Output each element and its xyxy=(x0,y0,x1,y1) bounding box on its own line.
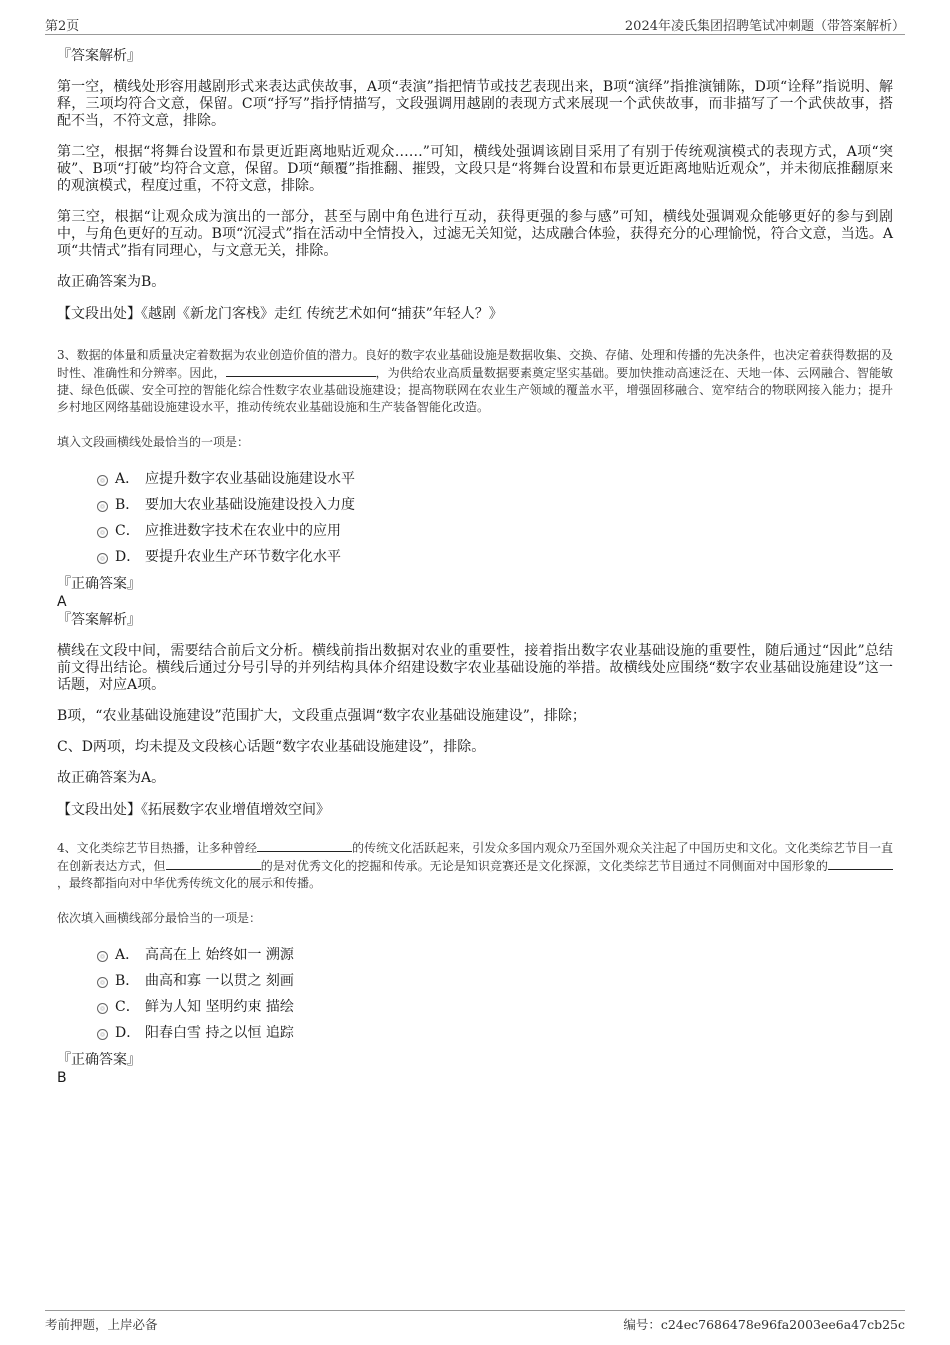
q4-option-c[interactable]: C． 鲜为人知 坚明约束 描绘 xyxy=(57,997,893,1023)
q3-source: 【文段出处】《拓展数字农业增值增效空间》 xyxy=(57,802,330,818)
page-footer xyxy=(45,1310,905,1335)
q4-options xyxy=(57,945,893,1049)
footer-slogan: 考前押题，上岸必备 xyxy=(45,1317,158,1332)
q4-option-d[interactable]: D． 阳春白雪 持之以恒 追踪 xyxy=(57,1023,893,1049)
document-body xyxy=(57,47,893,1087)
q4-blank-2 xyxy=(166,857,261,870)
q3-option-d[interactable]: D． 要提升农业生产环节数字化水平 xyxy=(57,547,893,573)
q3-prompt: 填入文段画横线处最恰当的一项是： xyxy=(57,435,250,449)
q2-analysis-p3: 第三空，根据“让观众成为演出的一部分，甚至与剧中角色进行互动，获得更强的参与感”可知，横线处强调观众能够更好的参与到剧中，与角色更好的互动。B项“沉浸式”指在活动中全情投入，过滤无关知觉，达成融合体验，获得充分的心理愉悦，符合文意，当选。A项“共情式”指有同理心，与文意无关，排除。 xyxy=(57,209,893,259)
q4-blank-1 xyxy=(257,839,352,852)
q3-conclusion: 故正确答案为A。 xyxy=(57,770,166,786)
q4-option-a[interactable]: A． 高高在上 始终如一 溯源 xyxy=(57,945,893,971)
q4-blank-3 xyxy=(828,857,893,870)
q2-analysis-p1: 第一空，横线处形容用越剧形式来表达武侠故事，A项“表演”指把情节或技艺表现出来，B项“演绎”指推演铺陈，D项“诠释”指说明、解释，三项均符合文意，保留。C项“抒写”指抒情描写，文段强调用越剧的表现方式来展现一个武侠故事，而非描写了一个武侠故事，搭配不当，不符文意，排除。 xyxy=(57,79,893,129)
q3-analysis-p2: B项，“农业基础设施建设”范围扩大，文段重点强调“数字农业基础设施建设”，排除； xyxy=(57,708,586,724)
page-number: 第2页 xyxy=(45,19,80,34)
radio-icon[interactable] xyxy=(97,951,108,962)
q3-text-b: ，为供给农业高质量数据要素奠定坚实基础。要加快推动高速泛在、天地一体、云网融合、智能敏捷、绿色低碳、安全可控的智能化综合性数字农业基础设施建设；提高物联网在农业生产领域的覆盖水平，增强固移融合、宽窄结合的物联网接入能力；提升乡村地区网络基础设施建设水平，推动传统农业基础设施和生产装备智能化改造。 xyxy=(57,366,893,414)
q3-options xyxy=(57,469,893,573)
q2-analysis-label: 『答案解析』 xyxy=(57,48,141,64)
q3-analysis-p3: C、D两项，均未提及文段核心话题“数字农业基础设施建设”，排除。 xyxy=(57,739,486,755)
q3-blank xyxy=(226,364,376,377)
radio-icon[interactable] xyxy=(97,501,108,512)
radio-icon[interactable] xyxy=(97,475,108,486)
q2-analysis-p2: 第二空，根据“将舞台设置和布景更近距离地贴近观众……”可知，横线处强调该剧目采用了有别于传统观演模式的表现方式，A项“突破”、B项“打破”均符合文意，保留。D项“颠覆”指推翻、摧毁，文段只是“将舞台设置和布景更近距离地贴近观众”，并未彻底推翻原来的观演模式，程度过重，不符文意，排除。 xyxy=(57,144,893,194)
radio-icon[interactable] xyxy=(97,527,108,538)
q2-conclusion: 故正确答案为B。 xyxy=(57,274,166,290)
q4-prompt: 依次填入画横线部分最恰当的一项是： xyxy=(57,911,262,925)
radio-icon[interactable] xyxy=(97,1003,108,1014)
radio-icon[interactable] xyxy=(97,1029,108,1040)
q2-source: 【文段出处】《越剧《新龙门客栈》走红 传统艺术如何“捕获”年轻人？》 xyxy=(57,306,503,322)
q4-correct-label: 『正确答案』 xyxy=(57,1052,141,1068)
document-id: 编号：c24ec7686478e96fa2003ee6a47cb25c xyxy=(623,1317,905,1332)
q3-question-text xyxy=(57,347,893,416)
q3-option-c[interactable]: C． 应推进数字技术在农业中的应用 xyxy=(57,521,893,547)
q3-analysis-p1: 横线在文段中间，需要结合前后文分析。横线前指出数据对农业的重要性，接着指出数字农业基础设施的重要性，随后通过“因此”总结前文得出结论。横线后通过分号引导的并列结构具体介绍建设数字农业基础设施的举措。故横线处应围绕“数字农业基础设施建设”这一话题，对应A项。 xyxy=(57,643,893,693)
q3-answer: A xyxy=(57,594,67,610)
q4-option-b[interactable]: B． 曲高和寡 一以贯之 刻画 xyxy=(57,971,893,997)
q3-correct-label: 『正确答案』 xyxy=(57,576,141,592)
radio-icon[interactable] xyxy=(97,977,108,988)
page-header xyxy=(45,12,905,35)
q3-option-a[interactable]: A． 应提升数字农业基础设施建设水平 xyxy=(57,469,893,495)
q4-answer: B xyxy=(57,1070,67,1086)
q3-text-a: 3、数据的体量和质量决定着数据为农业创造价值的潜力。良好的数字农业基础设施是数据收集、交换、存储、处理和传播的先决条件，也决定着获得数据的及时性、准确性和分辨率。因此， xyxy=(57,348,893,380)
q3-option-b[interactable]: B． 要加大农业基础设施建设投入力度 xyxy=(57,495,893,521)
q4-question-text: 4、文化类综艺节目热播，让多种曾经 的传统文化活跃起来，引发众多国内观众乃至国外观众关注起了中国历史和文化。文化类综艺节目一直在创新表达方式，但 的是对优秀文化的挖掘和传承。无论是知识竞赛还是文化探源，文化类综艺节目通过不同侧面对中国形象的，最终都指向对中华优秀传统文化的展示和传播。 xyxy=(57,841,893,890)
radio-icon[interactable] xyxy=(97,553,108,564)
document-title: 2024年凌氏集团招聘笔试冲刺题（带答案解析） xyxy=(624,19,905,34)
q3-analysis-label: 『答案解析』 xyxy=(57,612,141,628)
